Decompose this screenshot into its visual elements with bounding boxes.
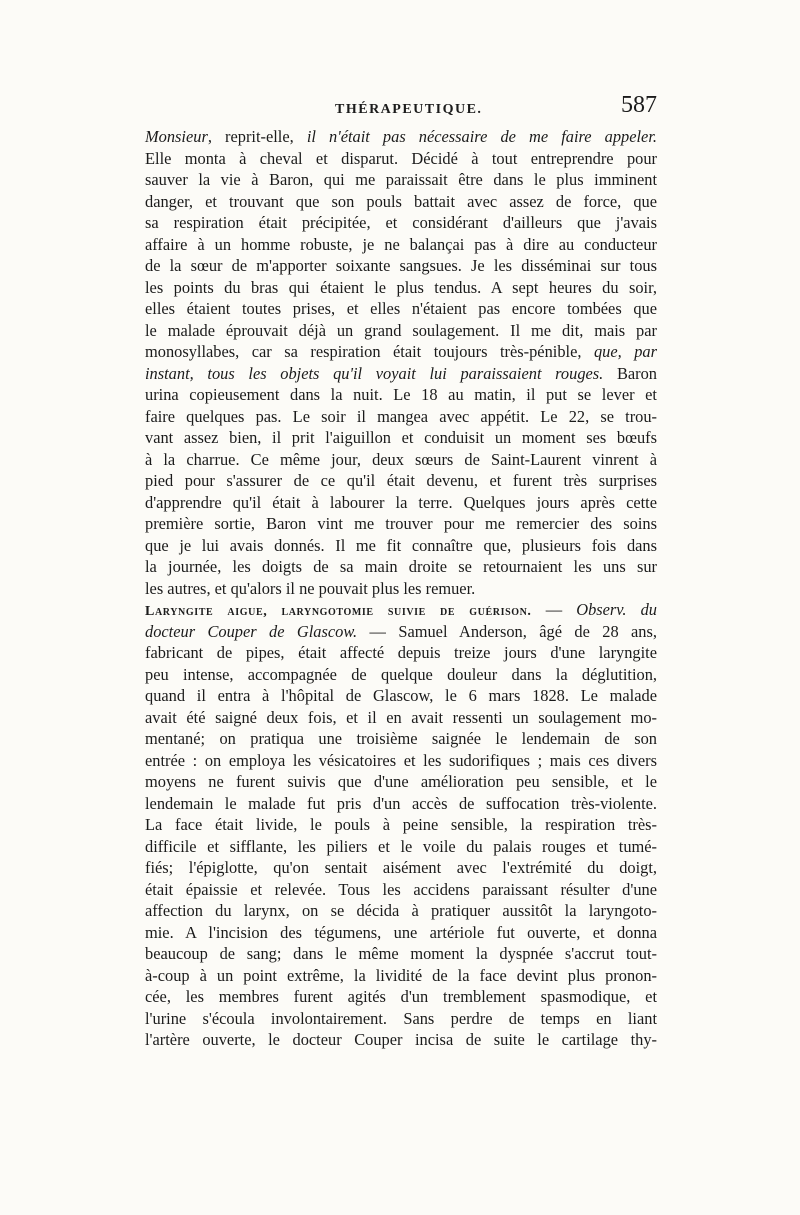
text-line: quand il entra à l'hôpital de Glascow, le 6 mars 1828. Le malade	[145, 686, 657, 705]
text-line: affection du larynx, on se décida à pratiquer aussitôt la laryngoto-	[145, 901, 657, 920]
text-segment: que, par	[593, 342, 657, 361]
text-line: elles étaient toutes prises, et elles n'étaient pas encore tombées que	[145, 299, 657, 318]
text-segment: monosyllabes, car sa respiration était toujours très-pénible,	[145, 342, 594, 361]
text-line: à la charrue. Ce même jour, deux sœurs de Saint-Laurent vinrent à	[145, 449, 657, 469]
text-line: fiés; l'épiglotte, qu'on sentait aisément avec l'extrémité du doigt,	[145, 858, 657, 877]
page-number: 587	[621, 92, 657, 118]
text-line: peu intense, accompagnée de quelque douleur dans la déglutition,	[145, 664, 657, 684]
text-line: Elle monta à cheval et disparut. Décidé à tout entreprendre pour	[145, 148, 657, 168]
text-line: beaucoup de sang; dans le même moment la dyspnée s'accrut tout-	[145, 944, 657, 963]
text-segment: il n'était pas nécessaire de me faire appeler.	[306, 127, 657, 146]
text-line: sauver la vie à Baron, qui me paraissait être dans le plus imminent	[145, 170, 657, 189]
text-line: l'urine s'écoula involontairement. Sans perdre de temps en liant	[145, 1008, 657, 1028]
text-line: pied pour s'assurer de ce qu'il était devenu, et furent très surprises	[145, 471, 657, 490]
text-line: vant assez bien, il prit l'aiguillon et conduisit un moment ses bœufs	[145, 428, 657, 447]
text-line: la journée, les doigts de sa main droite se retournaient les uns sur	[145, 557, 657, 576]
text-line: cée, les membres furent agités d'un tremblement spasmodique, et	[145, 987, 657, 1006]
text-segment: Observ. du	[576, 600, 657, 619]
text-segment: —	[531, 600, 577, 619]
text-line: affaire à un homme robuste, je ne balançai pas à dire au conducteur	[145, 234, 657, 254]
text-segment: Monsieur	[145, 127, 208, 146]
heading-title: Laryngite aigue, laryngotomie suivie de guérison.	[145, 604, 532, 619]
text-line: lendemain le malade fut pris d'un accès de suffocation très-violente.	[145, 793, 657, 813]
text-line	[145, 126, 657, 148]
text-line: entrée : on employa les vésicatoires et les sudorifiques ; mais ces divers	[145, 750, 657, 770]
text-line: le malade éprouvait déjà un grand soulagement. Il me dit, mais par	[145, 320, 657, 340]
text-line: mentané; on pratiqua une troisième saignée le lendemain de son	[145, 729, 657, 748]
text-line: de la sœur de m'apporter soixante sangsues. Je les disséminai sur tous	[145, 256, 657, 275]
page-header	[145, 90, 657, 130]
text-segment: Baron	[603, 363, 658, 383]
text-line: fabricant de pipes, était affecté depuis treize jours d'une laryngite	[145, 643, 657, 662]
section-heading	[145, 599, 657, 621]
text-line: sa respiration était précipitée, et considérant d'ailleurs que j'avais	[145, 213, 657, 232]
text-segment: docteur Couper de Glascow.	[145, 621, 358, 641]
text-line: La face était livide, le pouls à peine sensible, la respiration très-	[145, 815, 657, 834]
text-line: faire quelques pas. Le soir il mangea avec appétit. Le 22, se trou-	[145, 406, 657, 426]
text-segment: , reprit-elle,	[207, 127, 307, 146]
text-line: que je lui avais donnés. Il me fit connaître que, plusieurs fois dans	[145, 535, 657, 555]
text-line: moyens ne furent suivis que d'une amélioration peu sensible, et le	[145, 772, 657, 791]
text-line: les points du bras qui étaient le plus tendus. A sept heures du soir,	[145, 277, 657, 297]
body-text	[145, 126, 657, 1051]
text-segment: — Samuel Anderson, âgé de 28 ans,	[357, 621, 657, 641]
text-line: mie. A l'incision des tégumens, une artériole fut ouverte, et donna	[145, 922, 657, 942]
text-line: d'apprendre qu'il était à labourer la terre. Quelques jours après cette	[145, 492, 657, 512]
text-line: difficile et sifflante, les piliers et le voile du palais rouges et tumé-	[145, 836, 657, 856]
text-line	[145, 621, 657, 643]
text-line: avait été saigné deux fois, et il en avait ressenti un soulagement mo-	[145, 707, 657, 727]
text-segment: instant, tous les objets qu'il voyait lui paraissaient rouges.	[145, 363, 604, 383]
running-title: THÉRAPEUTIQUE.	[335, 102, 483, 117]
text-line	[145, 363, 657, 385]
text-line: première sortie, Baron vint me trouver pour me remercier des soins	[145, 514, 657, 533]
text-line: urina copieusement dans la nuit. Le 18 au matin, il put se lever et	[145, 385, 657, 404]
text-line: était épaissie et relevée. Tous les accidens paraissant résulter d'une	[145, 879, 657, 899]
text-line: l'artère ouverte, le docteur Couper incisa de suite le cartilage thy-	[145, 1030, 657, 1049]
text-line: les autres, et qu'alors il ne pouvait plus les remuer.	[145, 578, 476, 598]
text-line: à-coup à un point extrême, la lividité de la face devint plus pronon-	[145, 965, 657, 985]
text-line: danger, et trouvant que son pouls battait avec assez de force, que	[145, 191, 657, 211]
text-line	[145, 341, 657, 363]
